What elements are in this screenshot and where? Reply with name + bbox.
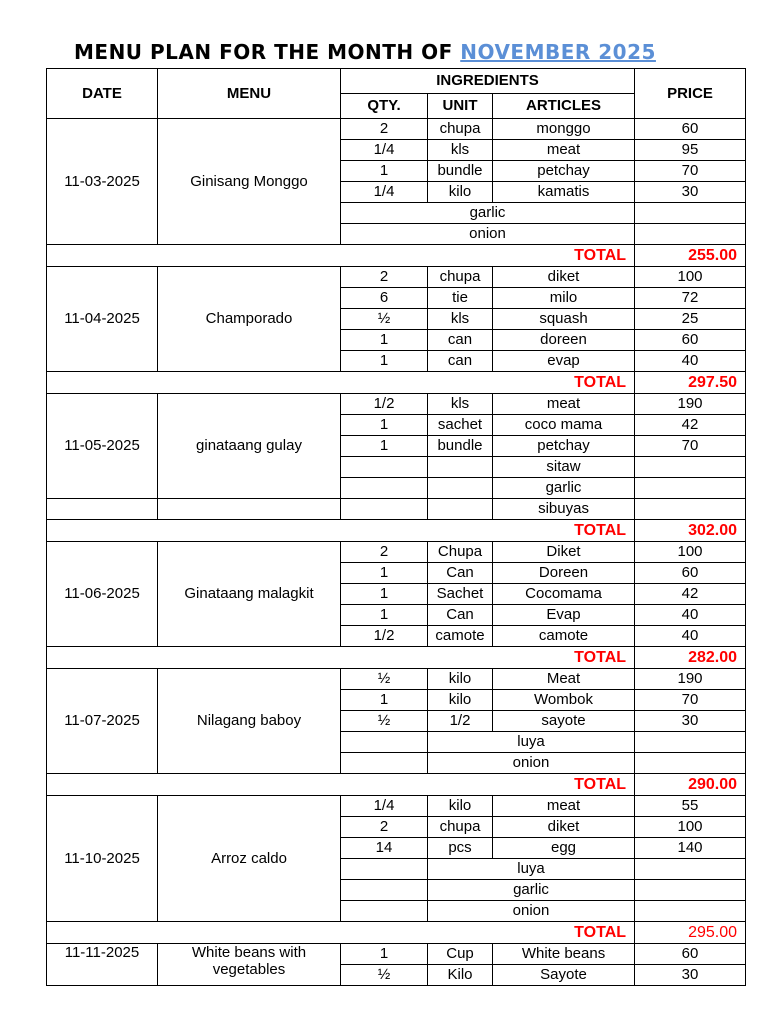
ingredient-row	[47, 542, 746, 563]
price-cell	[635, 499, 746, 520]
article-cell: White beans	[493, 944, 635, 965]
qty-cell: 2	[341, 542, 428, 563]
qty-cell: 1/2	[341, 626, 428, 647]
menu-cell: ginataang gulay	[158, 394, 341, 499]
title-prefix: MENU PLAN FOR THE MONTH OF	[74, 40, 461, 64]
article-cell: sitaw	[493, 457, 635, 478]
total-label: TOTAL	[47, 372, 635, 394]
unit-cell: kls	[428, 394, 493, 415]
price-cell: 40	[635, 351, 746, 372]
price-cell: 60	[635, 944, 746, 965]
article-cell: egg	[493, 838, 635, 859]
menu-cell: Nilagang baboy	[158, 669, 341, 774]
total-row	[47, 245, 746, 267]
total-value: 290.00	[635, 774, 746, 796]
total-label: TOTAL	[47, 647, 635, 669]
ingredient-row	[47, 944, 746, 965]
menu-cell: Arroz caldo	[158, 796, 341, 922]
page-title	[0, 40, 768, 64]
qty-cell: ½	[341, 965, 428, 986]
price-cell: 30	[635, 182, 746, 203]
header-date: DATE	[47, 69, 158, 119]
unit-cell	[428, 478, 493, 499]
unit-cell: Cup	[428, 944, 493, 965]
total-row	[47, 520, 746, 542]
qty-cell: 1	[341, 563, 428, 584]
price-cell: 60	[635, 119, 746, 140]
qty-cell: 2	[341, 119, 428, 140]
unit-cell: chupa	[428, 817, 493, 838]
menu-cell: Ginataang malagkit	[158, 542, 341, 647]
unit-cell	[428, 499, 493, 520]
ingredient-row	[47, 119, 746, 140]
article-cell: Meat	[493, 669, 635, 690]
unit-cell: kilo	[428, 182, 493, 203]
price-cell: 70	[635, 161, 746, 182]
qty-cell: 1	[341, 330, 428, 351]
ingredient-row	[47, 267, 746, 288]
article-cell: luya	[428, 859, 635, 880]
article-cell: diket	[493, 267, 635, 288]
article-cell: meat	[493, 140, 635, 161]
qty-cell	[341, 880, 428, 901]
article-cell: sayote	[493, 711, 635, 732]
qty-cell: 6	[341, 288, 428, 309]
article-cell: diket	[493, 817, 635, 838]
menu-cell: Champorado	[158, 267, 341, 372]
unit-cell: Kilo	[428, 965, 493, 986]
total-row	[47, 647, 746, 669]
unit-cell: can	[428, 351, 493, 372]
unit-cell: kls	[428, 309, 493, 330]
qty-cell: 1	[341, 415, 428, 436]
total-value: 255.00	[635, 245, 746, 267]
article-cell: garlic	[341, 203, 635, 224]
price-cell: 70	[635, 690, 746, 711]
qty-cell: 1/2	[341, 394, 428, 415]
unit-cell: Can	[428, 605, 493, 626]
qty-cell: 1	[341, 351, 428, 372]
qty-cell	[341, 859, 428, 880]
total-row	[47, 922, 746, 944]
title-month: NOVEMBER 2025	[460, 40, 656, 64]
article-cell: Diket	[493, 542, 635, 563]
article-cell: garlic	[493, 478, 635, 499]
total-value: 302.00	[635, 520, 746, 542]
qty-cell: 1	[341, 584, 428, 605]
unit-cell: Can	[428, 563, 493, 584]
price-cell: 40	[635, 605, 746, 626]
date-cell: 11-04-2025	[47, 267, 158, 372]
header-ingredients: INGREDIENTS	[341, 69, 635, 94]
menu-plan-table	[46, 68, 746, 986]
date-cell: 11-07-2025	[47, 669, 158, 774]
qty-cell: 14	[341, 838, 428, 859]
price-cell: 70	[635, 436, 746, 457]
empty-date-cell	[47, 499, 158, 520]
date-cell: 11-03-2025	[47, 119, 158, 245]
menu-cell: Ginisang Monggo	[158, 119, 341, 245]
empty-menu-cell	[158, 499, 341, 520]
date-cell: 11-10-2025	[47, 796, 158, 922]
unit-cell: can	[428, 330, 493, 351]
price-cell: 140	[635, 838, 746, 859]
qty-cell	[341, 901, 428, 922]
unit-cell: Sachet	[428, 584, 493, 605]
article-cell: luya	[428, 732, 635, 753]
price-cell	[635, 224, 746, 245]
article-cell: Cocomama	[493, 584, 635, 605]
price-cell	[635, 457, 746, 478]
price-cell	[635, 880, 746, 901]
total-label: TOTAL	[47, 520, 635, 542]
total-row	[47, 372, 746, 394]
unit-cell: bundle	[428, 161, 493, 182]
qty-cell	[341, 732, 428, 753]
article-cell: meat	[493, 394, 635, 415]
article-cell: onion	[428, 753, 635, 774]
article-cell: Doreen	[493, 563, 635, 584]
article-cell: milo	[493, 288, 635, 309]
total-value: 297.50	[635, 372, 746, 394]
qty-cell: 1	[341, 944, 428, 965]
article-cell: camote	[493, 626, 635, 647]
article-cell: petchay	[493, 161, 635, 182]
qty-cell: 1	[341, 161, 428, 182]
price-cell: 95	[635, 140, 746, 161]
price-cell	[635, 901, 746, 922]
article-cell: evap	[493, 351, 635, 372]
article-cell: monggo	[493, 119, 635, 140]
qty-cell: ½	[341, 711, 428, 732]
total-value: 282.00	[635, 647, 746, 669]
article-cell: doreen	[493, 330, 635, 351]
price-cell: 60	[635, 563, 746, 584]
article-cell: Evap	[493, 605, 635, 626]
total-label: TOTAL	[47, 922, 635, 944]
unit-cell: kilo	[428, 669, 493, 690]
price-cell: 190	[635, 394, 746, 415]
price-cell: 42	[635, 415, 746, 436]
header-menu: MENU	[158, 69, 341, 119]
header-articles: ARTICLES	[493, 94, 635, 119]
price-cell: 100	[635, 267, 746, 288]
date-cell: 11-06-2025	[47, 542, 158, 647]
qty-cell: 1/4	[341, 140, 428, 161]
unit-cell: chupa	[428, 119, 493, 140]
qty-cell: 2	[341, 267, 428, 288]
menu-cell: White beans with vegetables	[158, 944, 341, 986]
unit-cell: kls	[428, 140, 493, 161]
unit-cell: 1/2	[428, 711, 493, 732]
article-cell: sibuyas	[493, 499, 635, 520]
price-cell	[635, 732, 746, 753]
article-cell: onion	[341, 224, 635, 245]
unit-cell: Chupa	[428, 542, 493, 563]
unit-cell: bundle	[428, 436, 493, 457]
article-cell: Wombok	[493, 690, 635, 711]
header-price: PRICE	[635, 69, 746, 119]
qty-cell	[341, 457, 428, 478]
price-cell	[635, 859, 746, 880]
price-cell: 42	[635, 584, 746, 605]
qty-cell: 1/4	[341, 796, 428, 817]
article-cell: kamatis	[493, 182, 635, 203]
price-cell: 190	[635, 669, 746, 690]
qty-cell: 1/4	[341, 182, 428, 203]
qty-cell	[341, 499, 428, 520]
header-qty: QTY.	[341, 94, 428, 119]
price-cell	[635, 753, 746, 774]
price-cell: 25	[635, 309, 746, 330]
ingredient-row	[47, 669, 746, 690]
qty-cell: 2	[341, 817, 428, 838]
article-cell: coco mama	[493, 415, 635, 436]
total-label: TOTAL	[47, 774, 635, 796]
price-cell: 30	[635, 965, 746, 986]
date-cell: 11-11-2025	[47, 944, 158, 986]
qty-cell: 1	[341, 690, 428, 711]
article-cell: petchay	[493, 436, 635, 457]
unit-cell: sachet	[428, 415, 493, 436]
price-cell	[635, 203, 746, 224]
price-cell: 55	[635, 796, 746, 817]
header-unit: UNIT	[428, 94, 493, 119]
ingredient-row	[47, 796, 746, 817]
qty-cell	[341, 753, 428, 774]
article-cell: garlic	[428, 880, 635, 901]
total-value: 295.00	[635, 922, 746, 944]
price-cell: 72	[635, 288, 746, 309]
price-cell: 100	[635, 817, 746, 838]
article-cell: meat	[493, 796, 635, 817]
qty-cell: ½	[341, 669, 428, 690]
unit-cell: camote	[428, 626, 493, 647]
ingredient-row	[47, 394, 746, 415]
price-cell: 60	[635, 330, 746, 351]
unit-cell: pcs	[428, 838, 493, 859]
article-cell: onion	[428, 901, 635, 922]
unit-cell	[428, 457, 493, 478]
qty-cell: 1	[341, 436, 428, 457]
article-cell: Sayote	[493, 965, 635, 986]
price-cell: 40	[635, 626, 746, 647]
qty-cell: ½	[341, 309, 428, 330]
ingredient-row	[47, 499, 746, 520]
price-cell: 30	[635, 711, 746, 732]
total-row	[47, 774, 746, 796]
unit-cell: kilo	[428, 796, 493, 817]
qty-cell	[341, 478, 428, 499]
unit-cell: tie	[428, 288, 493, 309]
price-cell	[635, 478, 746, 499]
date-cell: 11-05-2025	[47, 394, 158, 499]
article-cell: squash	[493, 309, 635, 330]
unit-cell: kilo	[428, 690, 493, 711]
price-cell: 100	[635, 542, 746, 563]
qty-cell: 1	[341, 605, 428, 626]
total-label: TOTAL	[47, 245, 635, 267]
unit-cell: chupa	[428, 267, 493, 288]
